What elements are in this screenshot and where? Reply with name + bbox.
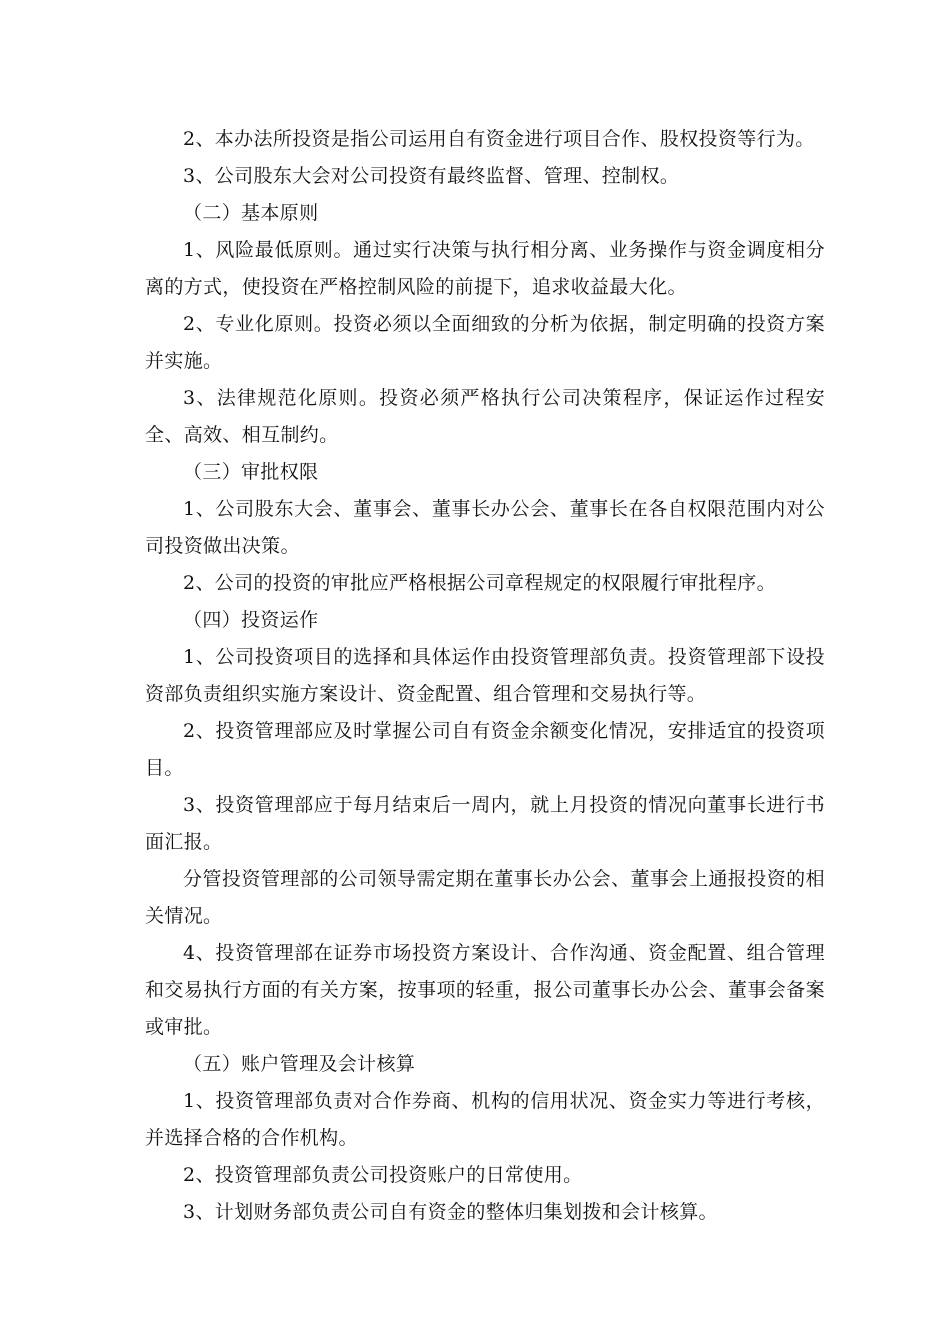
paragraph-operation-balance: 2、投资管理部应及时掌握公司自有资金余额变化情况，安排适宜的投资项目。 (145, 720, 825, 779)
section-heading-approval-authority: （三）审批权限 (183, 461, 319, 483)
paragraph-item-3-shareholders: 3、公司股东大会对公司投资有最终监督、管理、控制权。 (183, 165, 680, 187)
section-heading-account-management: （五）账户管理及会计核算 (183, 1053, 416, 1075)
document-body (145, 121, 825, 1231)
section-heading-investment-operation: （四）投资运作 (183, 609, 319, 631)
paragraph-operation-leader: 分管投资管理部的公司领导需定期在董事长办公会、董事会上通报投资的相关情况。 (145, 868, 825, 927)
section-heading-basic-principles: （二）基本原则 (183, 202, 319, 224)
paragraph-principle-legal: 3、法律规范化原则。投资必须严格执行公司决策程序，保证运作过程安全、高效、相互制约。 (145, 387, 825, 446)
paragraph-item-2-definition: 2、本办法所投资是指公司运用自有资金进行项目合作、股权投资等行为。 (183, 128, 815, 150)
paragraph-account-daily-use: 2、投资管理部负责公司投资账户的日常使用。 (183, 1164, 583, 1186)
paragraph-account-brokers: 1、投资管理部负责对合作券商、机构的信用状况、资金实力等进行考核，并选择合格的合作机构。 (145, 1090, 825, 1149)
paragraph-operation-securities: 4、投资管理部在证券市场投资方案设计、合作沟通、资金配置、组合管理和交易执行方面的有关方案，按事项的轻重，报公司董事长办公会、董事会备案或审批。 (145, 942, 825, 1038)
paragraph-operation-department: 1、公司投资项目的选择和具体运作由投资管理部负责。投资管理部下设投资部负责组织实施方案设计、资金配置、组合管理和交易执行等。 (145, 646, 825, 705)
paragraph-approval-decision: 1、公司股东大会、董事会、董事长办公会、董事长在各自权限范围内对公司投资做出决策。 (145, 498, 825, 557)
paragraph-principle-professional: 2、专业化原则。投资必须以全面细致的分析为依据，制定明确的投资方案并实施。 (145, 313, 825, 372)
paragraph-operation-report: 3、投资管理部应于每月结束后一周内，就上月投资的情况向董事长进行书面汇报。 (145, 794, 825, 853)
paragraph-principle-risk: 1、风险最低原则。通过实行决策与执行相分离、业务操作与资金调度相分离的方式，使投资在严格控制风险的前提下，追求收益最大化。 (145, 239, 825, 298)
paragraph-approval-procedure: 2、公司的投资的审批应严格根据公司章程规定的权限履行审批程序。 (183, 572, 776, 594)
paragraph-account-finance: 3、计划财务部负责公司自有资金的整体归集划拨和会计核算。 (183, 1201, 718, 1223)
